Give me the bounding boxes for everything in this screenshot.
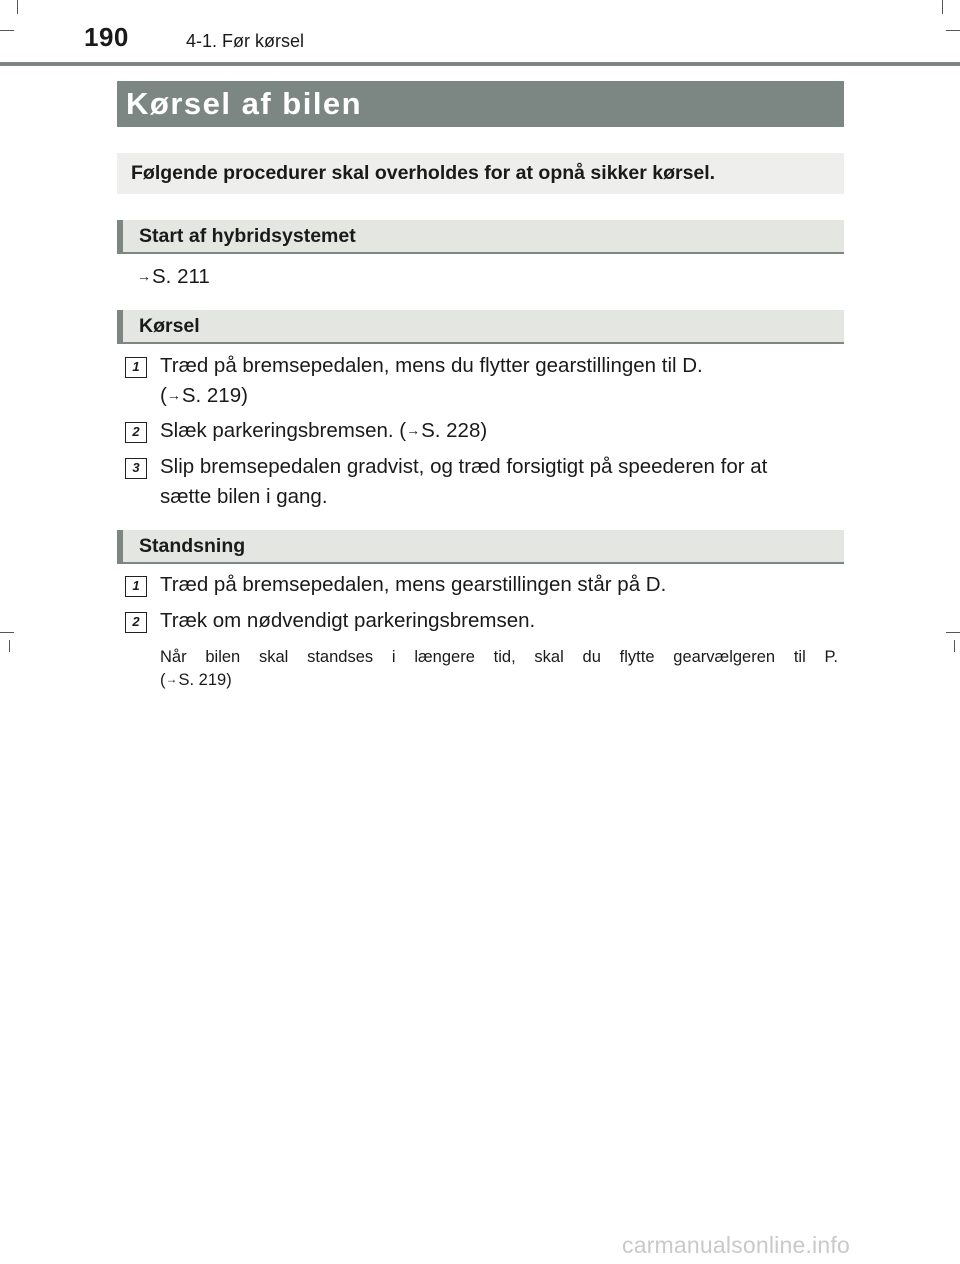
step-number-badge: 1 xyxy=(125,576,147,597)
crop-mark xyxy=(9,640,10,652)
crop-mark xyxy=(0,30,14,31)
step-text: Træk om nødvendigt parkeringsbremsen. xyxy=(160,609,536,632)
reference-text: S. 211 xyxy=(152,265,210,288)
step-text-main: Slæk parkeringsbremsen. ( xyxy=(160,419,407,442)
note-reference xyxy=(160,670,232,692)
intro-box: Følgende procedurer skal overholdes for at opnå sikker kørsel. xyxy=(117,153,844,194)
paren-open: ( xyxy=(160,384,167,407)
step-number-badge: 2 xyxy=(125,612,147,633)
header-divider xyxy=(0,62,960,66)
section-heading-start: Start af hybridsystemet xyxy=(117,220,844,254)
reference-text: S. 228) xyxy=(421,419,488,442)
page-number: 190 xyxy=(84,22,129,52)
arrow-icon: → xyxy=(137,268,151,284)
step-text: Træd på bremsepedalen, mens gearstillingen står på D. xyxy=(160,573,667,596)
step-text-continuation xyxy=(160,381,248,412)
section-heading-stopping: Standsning xyxy=(117,530,844,564)
page-title: Kørsel af bilen xyxy=(117,81,844,127)
crop-mark xyxy=(942,0,943,14)
step-number-badge: 2 xyxy=(125,422,147,443)
note-text: Når bilen skal standses i længere tid, skal du flytte gearvælgeren til P. xyxy=(160,648,838,666)
crop-mark xyxy=(946,30,960,31)
footer-watermark: carmanualsonline.info xyxy=(622,1232,850,1258)
crop-mark xyxy=(946,632,960,633)
breadcrumb: 4-1. Før kørsel xyxy=(186,31,305,51)
step-number-badge: 1 xyxy=(125,357,147,378)
crop-mark xyxy=(954,640,955,652)
reference-text: S. 219) xyxy=(178,671,232,689)
crop-mark xyxy=(17,0,18,14)
reference-text: S. 219) xyxy=(181,384,248,407)
step-text-continuation: sætte bilen i gang. xyxy=(160,485,328,508)
crop-mark xyxy=(0,632,14,633)
arrow-icon: → xyxy=(165,672,178,686)
arrow-icon: → xyxy=(166,387,181,403)
step-text xyxy=(160,416,487,447)
arrow-icon: → xyxy=(406,422,421,438)
step-text: Slip bremsepedalen gradvist, og træd forsigtigt på speederen for at xyxy=(160,455,768,478)
step-text: Træd på bremsepedalen, mens du flytter gearstillingen til D. xyxy=(160,354,703,377)
paren-open: ( xyxy=(160,671,166,689)
reference-start-system xyxy=(137,262,210,293)
step-number-badge: 3 xyxy=(125,458,147,479)
section-heading-driving: Kørsel xyxy=(117,310,844,344)
